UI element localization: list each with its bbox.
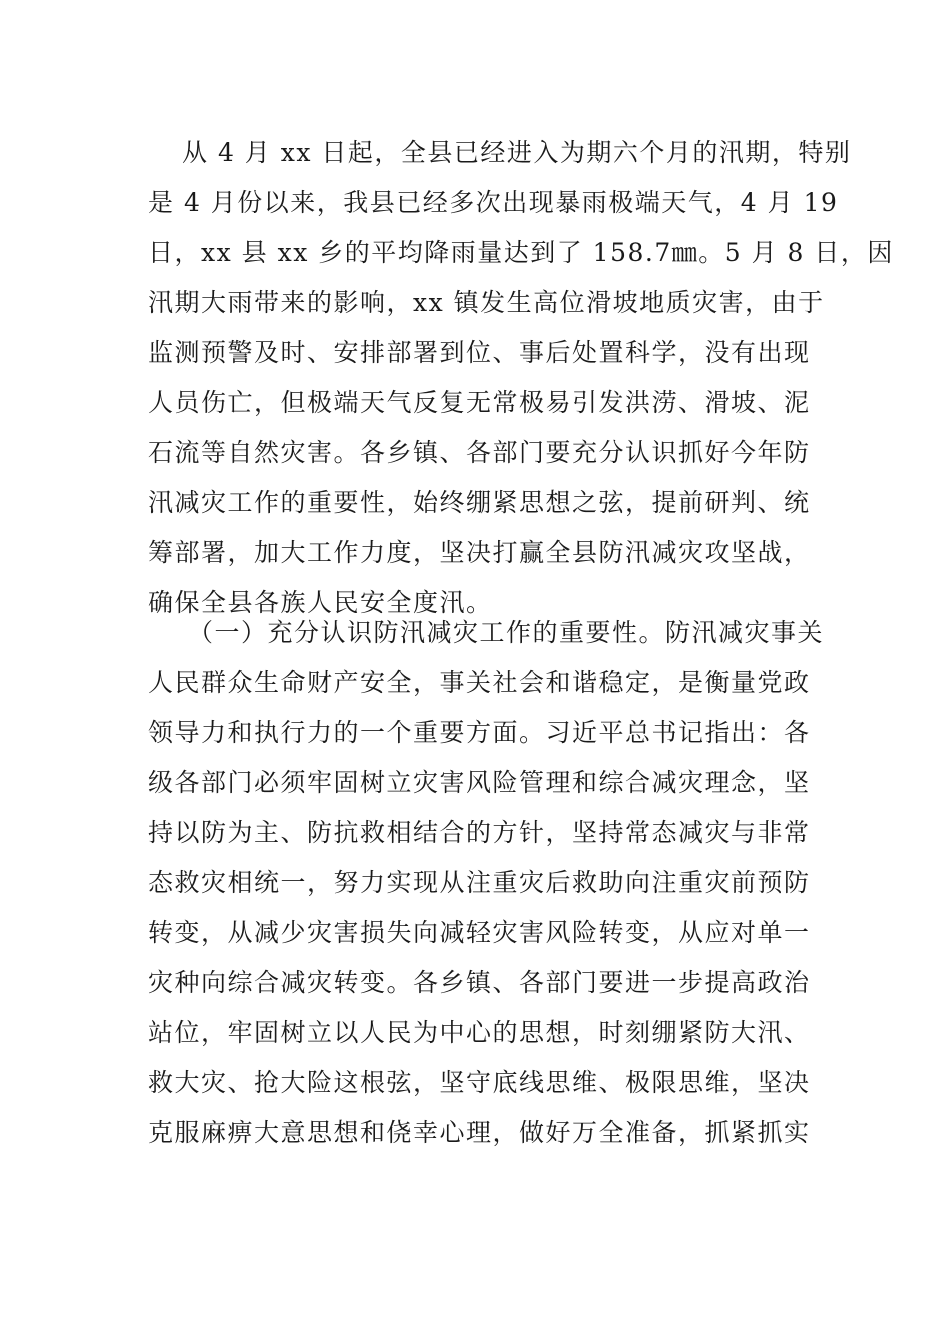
paragraph-line: 人员伤亡，但极端天气反复无常极易引发洪涝、滑坡、泥 bbox=[148, 388, 811, 417]
paragraph-line: 监测预警及时、安排部署到位、事后处置科学，没有出现 bbox=[148, 338, 811, 367]
paragraph-line: 救大灾、抢大险这根弦，坚守底线思维、极限思维，坚决 bbox=[148, 1068, 811, 1097]
paragraph-line: 态救灾相统一，努力实现从注重灾后救助向注重灾前预防 bbox=[148, 868, 811, 897]
paragraph-line: 汛期大雨带来的影响，xx 镇发生高位滑坡地质灾害，由于 bbox=[148, 288, 825, 317]
paragraph-line: 领导力和执行力的一个重要方面。习近平总书记指出：各 bbox=[148, 718, 811, 747]
paragraph-line: 筹部署，加大工作力度，坚决打赢全县防汛减灾攻坚战， bbox=[148, 538, 811, 567]
paragraph-line: 是 4 月份以来，我县已经多次出现暴雨极端天气，4 月 19 bbox=[148, 188, 839, 217]
paragraph-line: 日，xx 县 xx 乡的平均降雨量达到了 158.7㎜。5 月 8 日，因 bbox=[148, 238, 894, 267]
paragraph-line: 克服麻痹大意思想和侥幸心理，做好万全准备，抓紧抓实 bbox=[148, 1118, 811, 1147]
paragraph-line: 从 4 月 xx 日起，全县已经进入为期六个月的汛期，特别 bbox=[182, 138, 852, 167]
paragraph-line: 灾种向综合减灾转变。各乡镇、各部门要进一步提高政治 bbox=[148, 968, 811, 997]
paragraph-line: 人民群众生命财产安全，事关社会和谐稳定，是衡量党政 bbox=[148, 668, 811, 697]
paragraph-line: 级各部门必须牢固树立灾害风险管理和综合减灾理念，坚 bbox=[148, 768, 811, 797]
paragraph-line: 石流等自然灾害。各乡镇、各部门要充分认识抓好今年防 bbox=[148, 438, 811, 467]
paragraph-line: 汛减灾工作的重要性，始终绷紧思想之弦，提前研判、统 bbox=[148, 488, 811, 517]
paragraph-line: 站位，牢固树立以人民为中心的思想，时刻绷紧防大汛、 bbox=[148, 1018, 811, 1047]
paragraph-2 bbox=[148, 608, 825, 1158]
paragraph-line: 持以防为主、防抗救相结合的方针，坚持常态减灾与非常 bbox=[148, 818, 811, 847]
paragraph-line: （一）充分认识防汛减灾工作的重要性。防汛减灾事关 bbox=[188, 618, 825, 647]
paragraph-line: 转变，从减少灾害损失向减轻灾害风险转变，从应对单一 bbox=[148, 918, 811, 947]
paragraph-line: 确保全县各族人民安全度汛。 bbox=[148, 588, 493, 617]
paragraph-1 bbox=[148, 128, 894, 628]
